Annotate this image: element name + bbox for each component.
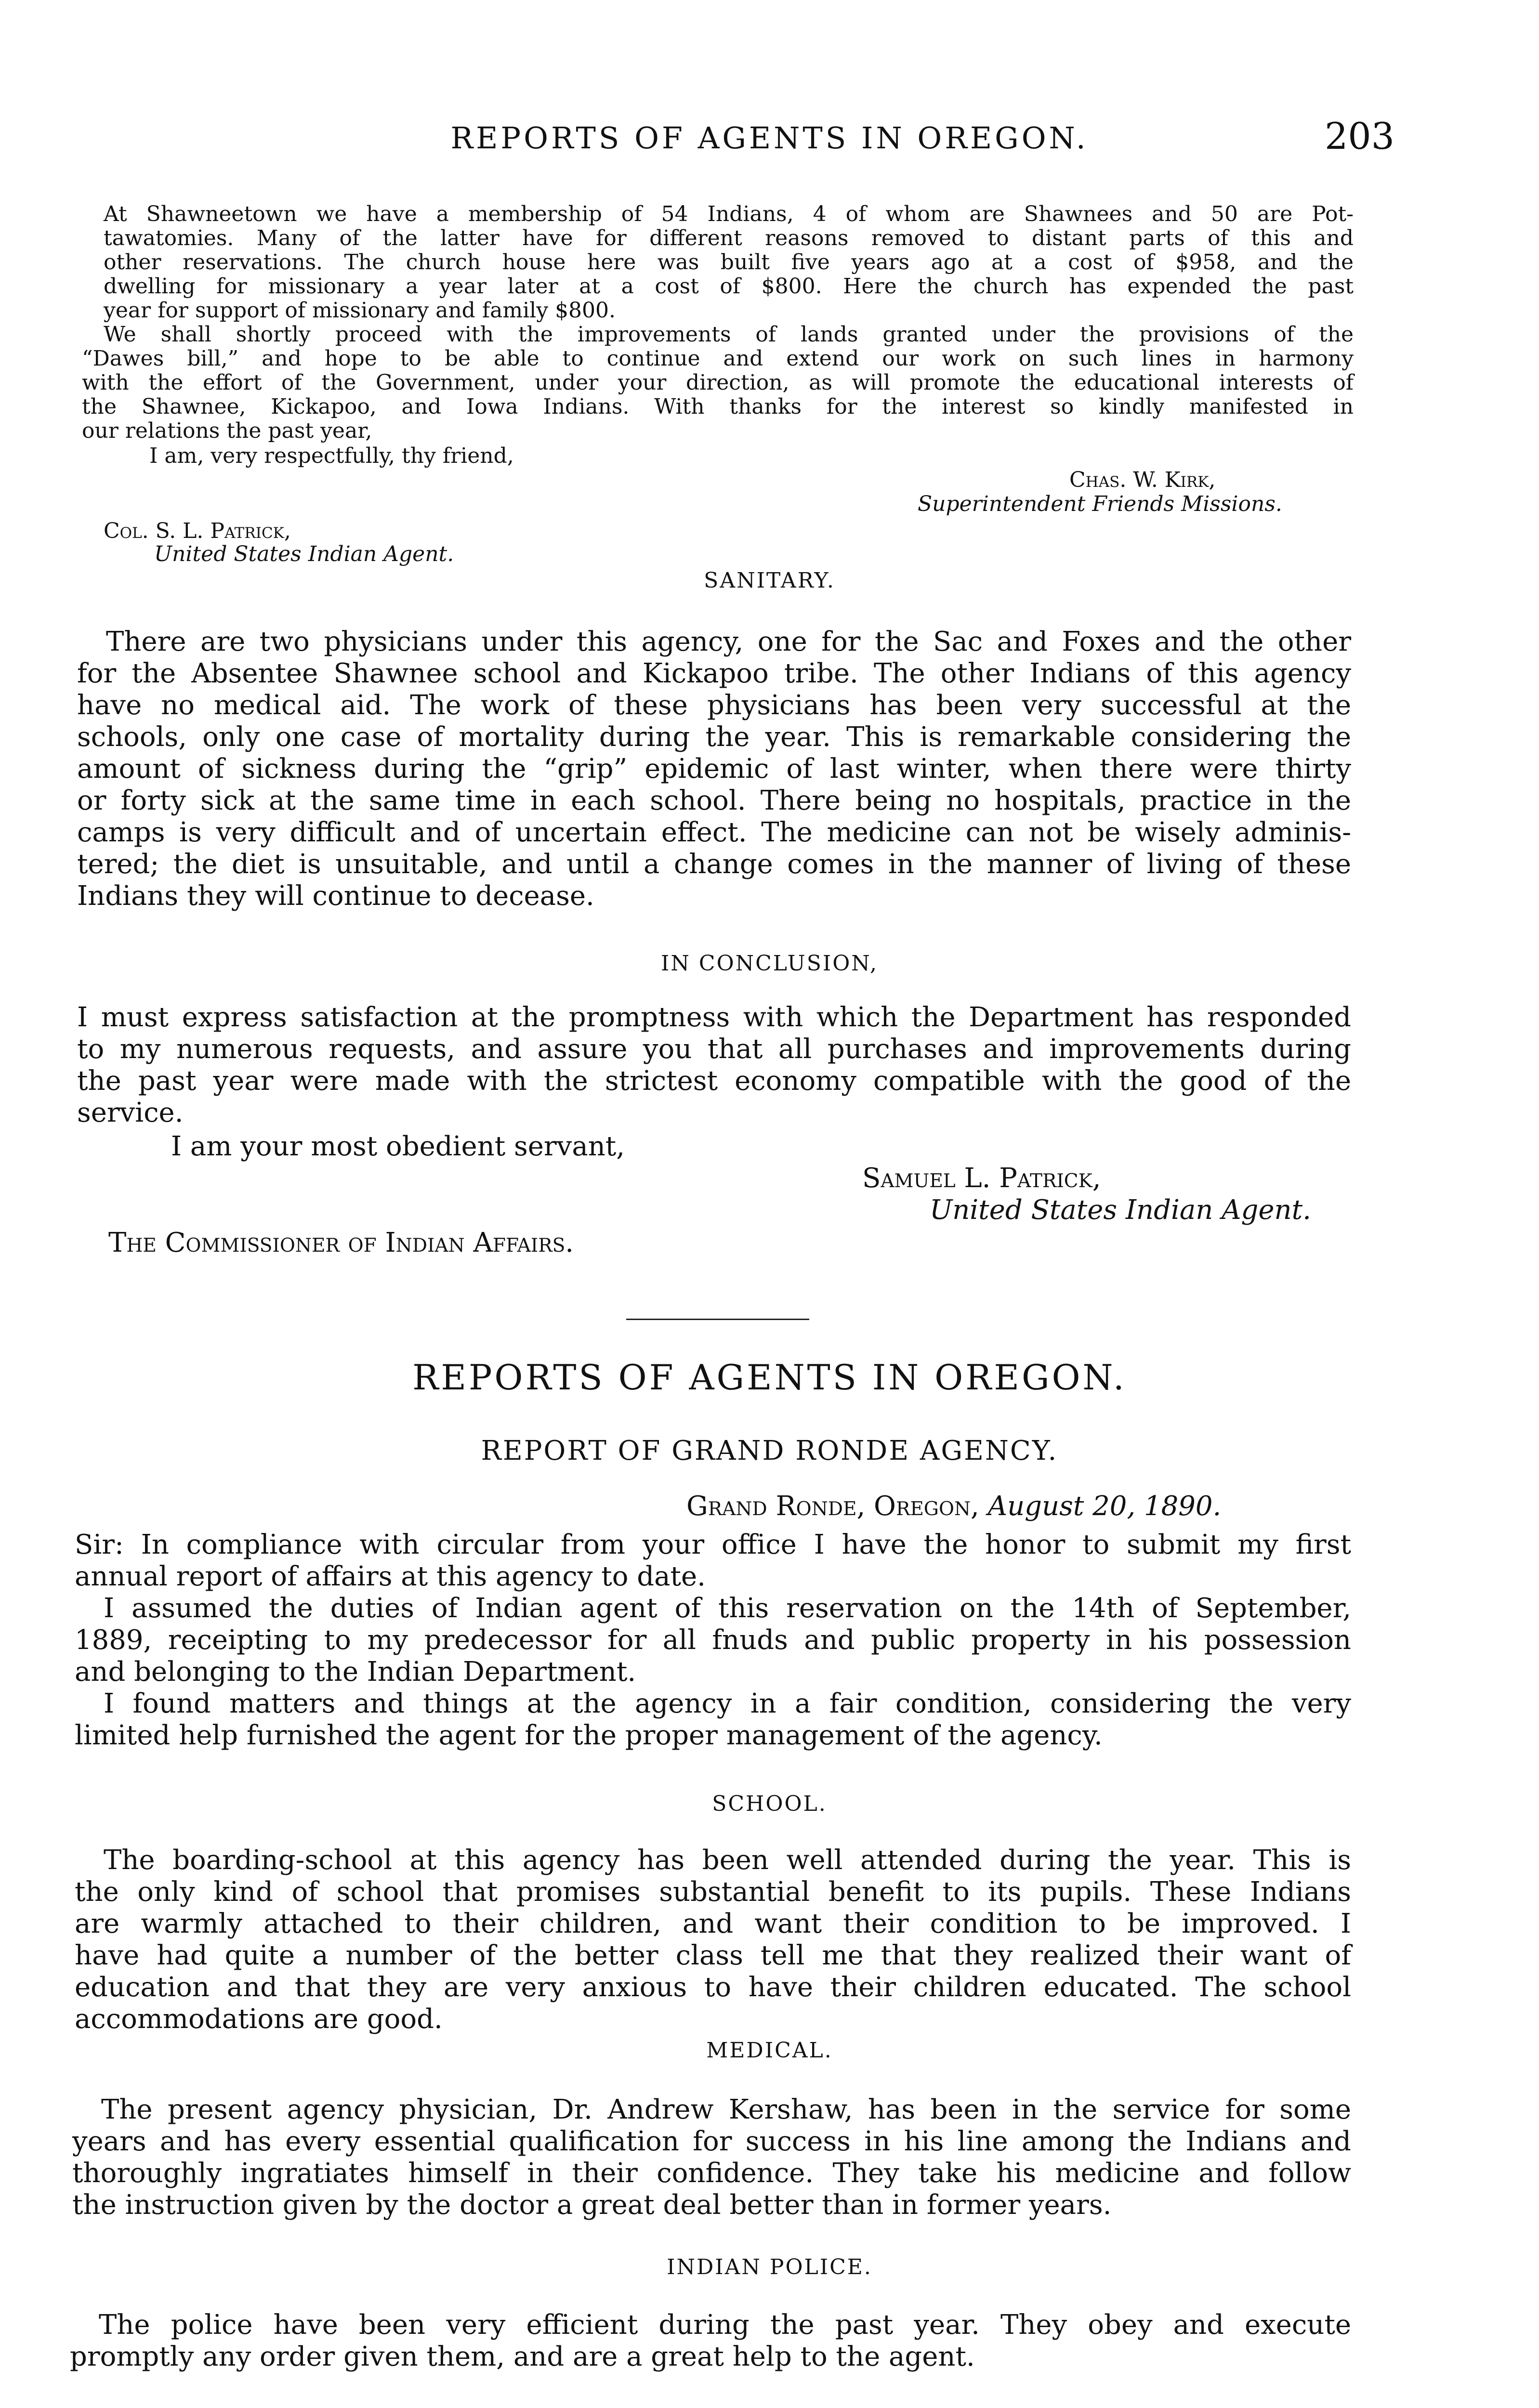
- text-line: tered; the diet is unsuitable, and until a change comes in the manner of living of these: [77, 849, 1351, 880]
- text-line: I must express satisfaction at the promptness with which the Department has responded: [77, 1002, 1351, 1033]
- text-line: limited help furnished the agent for the proper management of the agency.: [75, 1720, 1103, 1751]
- conclusion-addressee: The Commissioner of Indian Affairs.: [108, 1227, 574, 1258]
- grand-ronde-report-title: REPORT OF GRAND RONDE AGENCY.: [481, 1435, 1058, 1466]
- text-line: or forty sick at the same time in each school. There being no hospitals, practice in the: [77, 785, 1351, 816]
- kirk-addressee-title: United States Indian Agent.: [154, 542, 454, 566]
- text-line: to my numerous requests, and assure you that all purchases and improvements during: [77, 1034, 1351, 1065]
- conclusion-signer-title: United States Indian Agent.: [930, 1194, 1311, 1226]
- text-line: the past year were made with the strictest economy compatible with the good of the: [77, 1065, 1351, 1097]
- police-paragraph: [70, 2309, 1351, 2373]
- text-line: other reservations. The church house here was built five years ago at a cost of $958, and the: [104, 250, 1354, 275]
- text-line: promptly any order given them, and are a great help to the agent.: [70, 2341, 975, 2372]
- text-line: accommodations are good.: [75, 2003, 443, 2035]
- dateline: [686, 1491, 1221, 1522]
- conclusion-closing: I am your most obedient servant,: [171, 1131, 625, 1162]
- conclusion-signer-name: Samuel L. Patrick,: [862, 1163, 1101, 1194]
- kirk-closing: I am, very respectfully, thy friend,: [149, 444, 514, 468]
- text-line: thoroughly ingratiates himself in their confidence. They take his medicine and follow: [72, 2158, 1351, 2189]
- text-line: have had quite a number of the better class tell me that they realized their want of: [75, 1940, 1351, 1971]
- text-line: I found matters and things at the agency in a fair condition, considering the very: [104, 1688, 1351, 1719]
- text-line: are warmly attached to their children, and want their condition to be improved. I: [75, 1908, 1351, 1939]
- text-line: dwelling for missionary a year later at a cost of $800. Here the church has expended the past: [104, 274, 1354, 299]
- sanitary-paragraph: [77, 626, 1351, 912]
- running-title: REPORTS OF AGENTS IN OREGON.: [450, 120, 1089, 156]
- text-line: for the Absentee Shawnee school and Kickapoo tribe. The other Indians of this agency: [77, 658, 1351, 689]
- intro-paragraph-1: [75, 1529, 1351, 1593]
- sanitary-heading: SANITARY.: [704, 568, 835, 593]
- conclusion-heading: IN CONCLUSION,: [661, 951, 878, 976]
- text-line: have no medical aid. The work of these physicians has been very successful at the: [77, 690, 1351, 721]
- text-line: the only kind of school that promises substantial benefit to its pupils. These Indians: [75, 1876, 1351, 1908]
- conclusion-paragraph: [77, 1002, 1351, 1129]
- section-divider: [626, 1319, 809, 1320]
- text-line: education and that they are very anxious to have their children educated. The school: [75, 1972, 1351, 2003]
- text-line: schools, only one case of mortality during the year. This is remarkable considering the: [77, 721, 1351, 753]
- text-line: year for support of missionary and family $800.: [104, 298, 616, 323]
- oregon-section-title: REPORTS OF AGENTS IN OREGON.: [412, 1357, 1127, 1398]
- text-line: and belonging to the Indian Department.: [75, 1656, 636, 1688]
- police-heading: INDIAN POLICE.: [667, 2255, 872, 2279]
- text-line: service.: [77, 1097, 184, 1128]
- text-line: camps is very difficult and of uncertain effect. The medicine can not be wisely adminis-: [77, 817, 1351, 848]
- intro-paragraph-2: [75, 1593, 1351, 1688]
- text-line: amount of sickness during the “grip” epidemic of last winter, when there were thirty: [77, 753, 1351, 785]
- text-line: There are two physicians under this agency, one for the Sac and Foxes and the other: [106, 626, 1351, 657]
- school-heading: SCHOOL.: [712, 1792, 827, 1816]
- text-line: We shall shortly proceed with the improvements of lands granted under the provisions of the: [104, 322, 1354, 347]
- text-line: the instruction given by the doctor a great deal better than in former years.: [72, 2189, 1112, 2221]
- dateline-date: August 20, 1890.: [987, 1491, 1222, 1522]
- text-line: tawatomies. Many of the latter have for different reasons removed to distant parts of this and: [104, 226, 1354, 250]
- intro-paragraph-3: [75, 1688, 1351, 1752]
- text-line: Indians they will continue to decease.: [77, 880, 594, 912]
- text-line: the Shawnee, Kickapoo, and Iowa Indians. With thanks for the interest so kindly manifested in: [82, 394, 1354, 419]
- medical-paragraph: [72, 2094, 1351, 2221]
- kirk-letter-para-2: [82, 323, 1354, 443]
- text-line: “Dawes bill,” and hope to be able to continue and extend our work on such lines in harmony: [82, 346, 1354, 371]
- school-paragraph: [75, 1845, 1351, 2035]
- text-line: years and has every essential qualification for success in his line among the Indians and: [72, 2126, 1351, 2157]
- text-line: annual report of affairs at this agency to date.: [75, 1561, 706, 1592]
- text-line: our relations the past year,: [82, 419, 372, 443]
- text-line: with the effort of the Government, under your direction, as will promote the educational interests of: [82, 370, 1354, 395]
- kirk-signer-name: Chas. W. Kirk,: [1069, 468, 1216, 492]
- dateline-place: Grand Ronde, Oregon,: [686, 1491, 979, 1522]
- kirk-signer-title: Superintendent Friends Missions.: [918, 492, 1282, 516]
- text-line: 1889, receipting to my predecessor for all fnuds and public property in his possession: [75, 1624, 1351, 1656]
- text-line: The boarding-school at this agency has been well attended during the year. This is: [104, 1845, 1351, 1876]
- text-line: I assumed the duties of Indian agent of this reservation on the 14th of September,: [104, 1593, 1351, 1624]
- text-line: Sir: In compliance with circular from your office I have the honor to submit my first: [75, 1529, 1351, 1560]
- medical-heading: MEDICAL.: [706, 2038, 833, 2063]
- text-line: The present agency physician, Dr. Andrew Kershaw, has been in the service for some: [101, 2094, 1351, 2125]
- kirk-letter-para-1: [104, 202, 1354, 323]
- text-line: At Shawneetown we have a membership of 54 Indians, 4 of whom are Shawnees and 50 are Pot-: [104, 202, 1354, 226]
- text-line: The police have been very efficient during the past year. They obey and execute: [99, 2309, 1351, 2341]
- kirk-addressee-name: Col. S. L. Patrick,: [104, 519, 291, 543]
- page-number: 203: [1324, 115, 1394, 157]
